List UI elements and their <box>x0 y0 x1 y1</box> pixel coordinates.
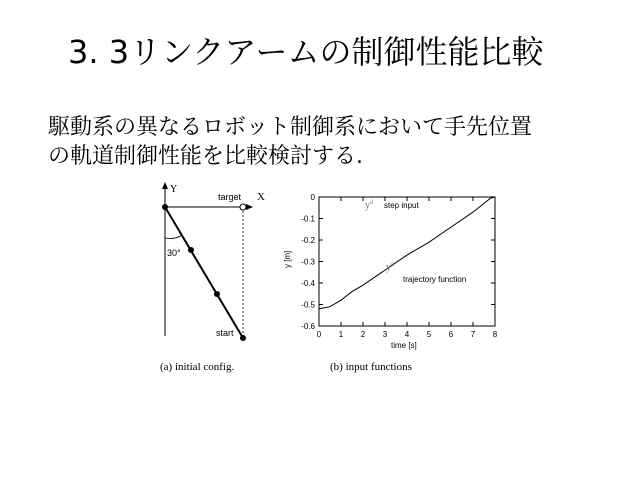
b-traj-label: trajectory function <box>403 275 467 284</box>
trajectory-function-line <box>319 197 495 309</box>
figure <box>140 178 520 378</box>
panel-b <box>283 193 498 373</box>
x-tick-label: 0 <box>316 330 322 339</box>
a-y-arrow <box>162 182 168 189</box>
y-tick-label: -0.2 <box>301 236 315 245</box>
x-tick-label: 8 <box>492 330 498 339</box>
a-caption: (a) initial config. <box>160 361 235 373</box>
a-joint-2 <box>214 291 220 297</box>
a-start-label: start <box>216 328 234 338</box>
a-joint-1 <box>188 247 194 253</box>
y-tick-label: 0 <box>310 193 315 202</box>
b-y-axis-label: y [m] <box>283 250 292 268</box>
a-target-marker <box>240 204 246 210</box>
figure-svg <box>140 178 520 378</box>
body-line-1: 駆動系の異なるロボット制御系において手先位置 <box>48 115 533 140</box>
a-arm <box>165 207 243 338</box>
y-tick-label: -0.6 <box>301 322 315 331</box>
b-x-ticks <box>317 197 498 339</box>
b-step-symbol: $y^d$ <box>365 200 373 211</box>
x-tick-label: 6 <box>448 330 454 339</box>
x-tick-label: 3 <box>382 330 388 339</box>
x-tick-label: 4 <box>404 330 410 339</box>
a-x-arrow <box>246 204 253 210</box>
x-tick-label: 1 <box>338 330 344 339</box>
a-target-label: target <box>218 192 242 202</box>
b-traj-symbol: $y^d$ <box>386 262 394 273</box>
x-tick-label: 5 <box>426 330 432 339</box>
a-y-label: Y <box>170 184 178 195</box>
b-x-axis-label: time [s] <box>391 341 417 350</box>
a-angle-label: 30° <box>167 248 181 258</box>
slide-body <box>48 113 608 171</box>
panel-a <box>160 182 265 373</box>
step-input-line <box>319 197 495 309</box>
b-caption: (b) input functions <box>330 361 412 373</box>
b-step-label: step input <box>384 201 419 210</box>
y-tick-label: -0.4 <box>301 279 315 288</box>
body-line-2: の軌道制御性能を比較検討する. <box>48 144 363 169</box>
y-tick-label: -0.1 <box>301 214 315 224</box>
a-x-label: X <box>257 191 265 203</box>
a-angle-arc <box>165 235 182 239</box>
y-tick-label: -0.3 <box>301 257 315 267</box>
y-tick-label: -0.5 <box>301 300 315 310</box>
slide-title: 3. 3リンクアームの制御性能比較 <box>68 33 544 71</box>
b-y-ticks <box>301 193 495 331</box>
a-joint-base <box>162 204 168 210</box>
b-series <box>319 197 495 309</box>
x-tick-label: 2 <box>360 330 366 339</box>
x-tick-label: 7 <box>470 330 476 339</box>
a-joint-end <box>240 335 246 341</box>
b-plot-frame <box>319 197 495 326</box>
